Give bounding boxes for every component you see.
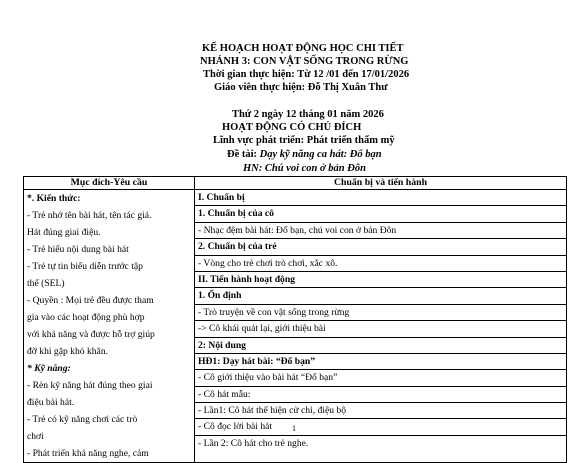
- preparation-line: 1. Chuẩn bị của cô: [195, 206, 566, 222]
- objective-line: đỡ khi gặp khó khăn.: [27, 346, 109, 357]
- objectives-cell: [24, 190, 195, 463]
- preparation-line: -> Cô khái quát lại, giới thiệu bài: [195, 321, 566, 337]
- objective-line: - Trẻ hiểu nội dung bài hát: [27, 244, 129, 255]
- objective-line: thể (SEL): [27, 278, 65, 289]
- preparation-line: I. Chuẩn bị: [195, 190, 566, 206]
- integration-note: HN: Chú voi con ở bản Đôn: [243, 163, 366, 174]
- page-number: 1: [292, 424, 296, 433]
- preparation-line: - Cô đọc lời bài hát: [195, 419, 566, 435]
- objective-line: - Phát triển khả năng nghe, cảm: [27, 448, 149, 459]
- preparation-line: - Nhạc đệm bài hát: Đố bạn, chú voi con ở bản Đôn: [195, 223, 566, 239]
- objective-line: - Trẻ tự tin biểu diễn trước tập: [27, 261, 143, 272]
- objective-line: gia vào các hoạt động phù hợp: [27, 312, 145, 323]
- plan-title: KẾ HOẠCH HOẠT ĐỘNG HỌC CHI TIẾT: [202, 43, 404, 54]
- preparation-header: Chuẩn bị và tiến hành: [195, 177, 567, 190]
- objective-line: - Trẻ nhớ tên bài hát, tên tác giả.: [27, 210, 152, 221]
- objective-line: với khả năng và được hỗ trợ giúp: [27, 329, 155, 340]
- preparation-line: 2: Nội dung: [195, 338, 566, 354]
- objectives-lines: [24, 190, 194, 462]
- preparation-line: - Trò truyện về con vật sống trong rừng: [195, 305, 566, 321]
- preparation-line: - Lần1: Cô hát thể hiện cử chỉ, điệu bộ: [195, 403, 566, 419]
- lesson-plan-table: [23, 176, 567, 463]
- branch-title: NHÁNH 3: CON VẬT SỐNG TRONG RỪNG: [200, 56, 409, 67]
- objective-line: * Kỹ năng:: [27, 363, 71, 374]
- objective-line: chơi: [27, 431, 44, 442]
- preparation-lines: [195, 190, 566, 451]
- preparation-line: - Vòng cho trẻ chơi trò chơi, xắc xô.: [195, 256, 566, 272]
- objective-line: - Trẻ có kỹ năng chơi các trò: [27, 414, 138, 425]
- preparation-line: 2. Chuẩn bị của trẻ: [195, 239, 566, 255]
- teacher-name: Giáo viên thực hiện: Đỗ Thị Xuân Thư: [214, 82, 388, 93]
- objective-line: - Quyền : Mọi trẻ đều được tham: [27, 295, 154, 306]
- topic-label: Đề tài:: [227, 149, 260, 160]
- lesson-date: Thứ 2 ngày 12 tháng 01 năm 2026: [232, 109, 384, 120]
- topic-value: Dạy kỹ năng ca hát: Đố bạn: [259, 149, 382, 160]
- preparation-line: - Lần 2: Cô hát cho trẻ nghe.: [198, 437, 309, 449]
- activity-type: HOẠT ĐỘNG CÓ CHỦ ĐÍCH: [222, 122, 362, 133]
- time-range: Thời gian thực hiện: Từ 12 /01 đến 17/01/2026: [203, 69, 410, 80]
- preparation-line: HĐ1: Dạy hát bài: “Đố bạn”: [195, 354, 566, 370]
- preparation-cell: [195, 190, 567, 463]
- objective-line: *. Kiến thức:: [27, 193, 81, 204]
- objective-line: điệu bài hát.: [27, 397, 75, 408]
- preparation-line: 1. Ổn định: [195, 288, 566, 304]
- objective-line: - Rèn kỹ năng hát đúng theo giai: [27, 380, 153, 391]
- preparation-line: II. Tiến hành hoạt động: [195, 272, 566, 288]
- objectives-header: Mục đích-Yêu cầu: [24, 177, 195, 190]
- development-field: Lĩnh vực phát triển: Phát triển thẩm mỹ: [213, 135, 395, 146]
- lesson-topic: [227, 148, 382, 161]
- preparation-line: - Cô hát mẫu:: [195, 387, 566, 403]
- objective-line: Hát đúng giai điệu.: [27, 227, 101, 238]
- preparation-line: - Cô giới thiệu vào bài hát “Đố bạn”: [195, 370, 566, 386]
